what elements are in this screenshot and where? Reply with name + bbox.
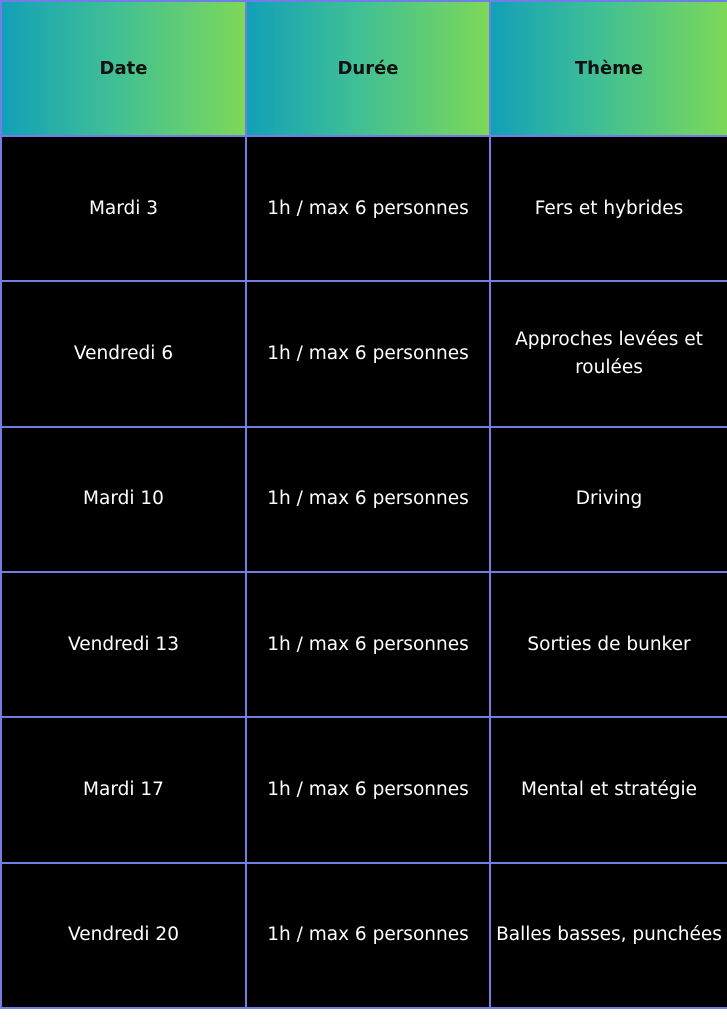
table-row	[1, 863, 727, 1008]
cell-date: Mardi 3	[1, 136, 246, 281]
header-duration: Durée	[246, 1, 490, 136]
header-row	[1, 1, 727, 136]
cell-theme: Sorties de bunker	[490, 572, 727, 717]
table-row	[1, 427, 727, 572]
header-date: Date	[1, 1, 246, 136]
table-header	[1, 1, 727, 136]
cell-date: Vendredi 6	[1, 281, 246, 426]
table-row	[1, 281, 727, 426]
header-theme: Thème	[490, 1, 727, 136]
cell-duration: 1h / max 6 personnes	[246, 136, 490, 281]
cell-theme: Mental et stratégie	[490, 717, 727, 862]
cell-date: Mardi 17	[1, 717, 246, 862]
cell-duration: 1h / max 6 personnes	[246, 281, 490, 426]
cell-duration: 1h / max 6 personnes	[246, 717, 490, 862]
cell-duration: 1h / max 6 personnes	[246, 427, 490, 572]
cell-date: Vendredi 20	[1, 863, 246, 1008]
cell-theme: Balles basses, punchées	[490, 863, 727, 1008]
table-row	[1, 136, 727, 281]
cell-date: Mardi 10	[1, 427, 246, 572]
cell-theme: Approches levées et roulées	[490, 281, 727, 426]
cell-theme: Fers et hybrides	[490, 136, 727, 281]
cell-duration: 1h / max 6 personnes	[246, 572, 490, 717]
cell-date: Vendredi 13	[1, 572, 246, 717]
table-row	[1, 572, 727, 717]
cell-theme: Driving	[490, 427, 727, 572]
table-body	[1, 136, 727, 1008]
table-row	[1, 717, 727, 862]
cell-duration: 1h / max 6 personnes	[246, 863, 490, 1008]
